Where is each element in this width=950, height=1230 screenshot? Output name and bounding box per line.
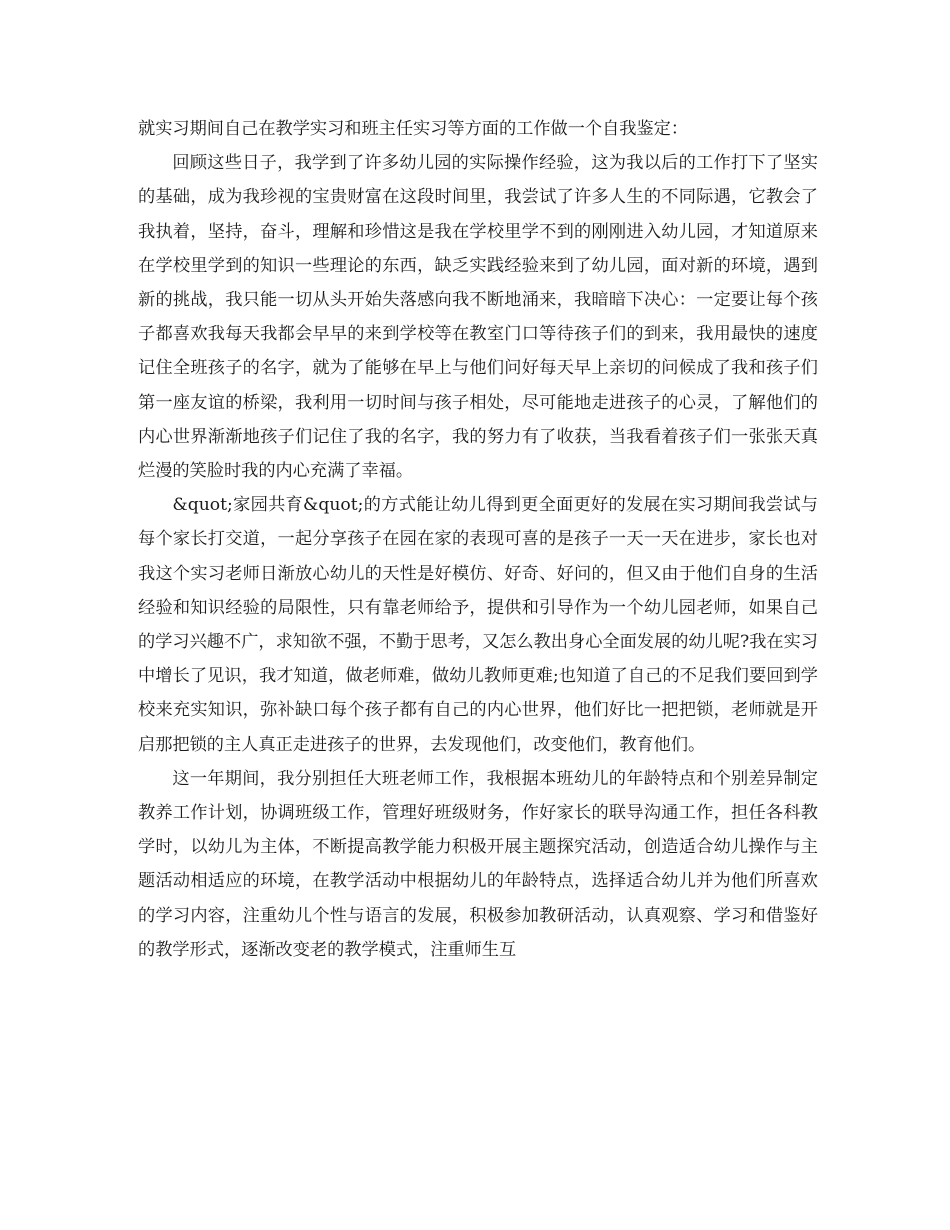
paragraph-home-school: &quot;家园共育&quot;的方式能让幼儿得到更全面更好的发展在实习期间我尝试与每个家长打交道，一起分享孩子在园在家的表现可喜的是孩子一天一天在进步，家长也对我这个实习老师日渐放心幼儿的天性是好模仿、好奇、好问的，但又由于他们自身的生活经验和知识经验的局限性，只有靠老师给予，提供和引导作为一个幼儿园老师，如果自己的学习兴趣不广，求知欲不强，不勤于思考，又怎么教出身心全面发展的幼儿呢?我在实习中增长了见识，我才知道，做老师难，做幼儿教师更难;也知道了自己的不足我们要回到学校来充实知识，弥补缺口每个孩子都有自己的内心世界，他们好比一把把锁，老师就是开启那把锁的主人真正走进孩子的世界，去发现他们，改变他们，教育他们。	[138, 495, 818, 755]
paragraph-year-work: 这一年期间，我分别担任大班老师工作，我根据本班幼儿的年龄特点和个别差异制定教养工作计划，协调班级工作，管理好班级财务，作好家长的联导沟通工作，担任各科教学时，以幼儿为主体，不断提高教学能力积极开展主题探究活动，创造适合幼儿操作与主题活动相适应的环境，在教学活动中根据幼儿的年龄特点，选择适合幼儿并为他们所喜欢的学习内容，注重幼儿个性与语言的发展，积极参加教研活动，认真观察、学习和借鉴好的教学形式，逐渐改变老的教学模式，注重师生互	[138, 768, 818, 960]
document-body	[138, 112, 818, 967]
paragraph-intro: 就实习期间自己在教学实习和班主任实习等方面的工作做一个自我鉴定：	[138, 119, 689, 139]
paragraph-review: 回顾这些日子，我学到了许多幼儿园的实际操作经验，这为我以后的工作打下了坚实的基础，成为我珍视的宝贵财富在这段时间里，我尝试了许多人生的不同际遇，它教会了我执着，坚持，奋斗，理解和珍惜这是我在学校里学不到的刚刚进入幼儿园，才知道原来在学校里学到的知识一些理论的东西，缺乏实践经验来到了幼儿园，面对新的环境，遇到新的挑战，我只能一切从头开始失落感向我不断地涌来，我暗暗下决心：一定要让每个孩子都喜欢我每天我都会早早的来到学校等在教室门口等待孩子们的到来，我用最快的速度记住全班孩子的名字，就为了能够在早上与他们问好每天早上亲切的问候成了我和孩子们第一座友谊的桥梁，我利用一切时间与孩子相处，尽可能地走进孩子的心灵，了解他们的内心世界渐渐地孩子们记住了我的名字，我的努力有了收获，当我看着孩子们一张张天真烂漫的笑脸时我的内心充满了幸福。	[138, 153, 818, 482]
